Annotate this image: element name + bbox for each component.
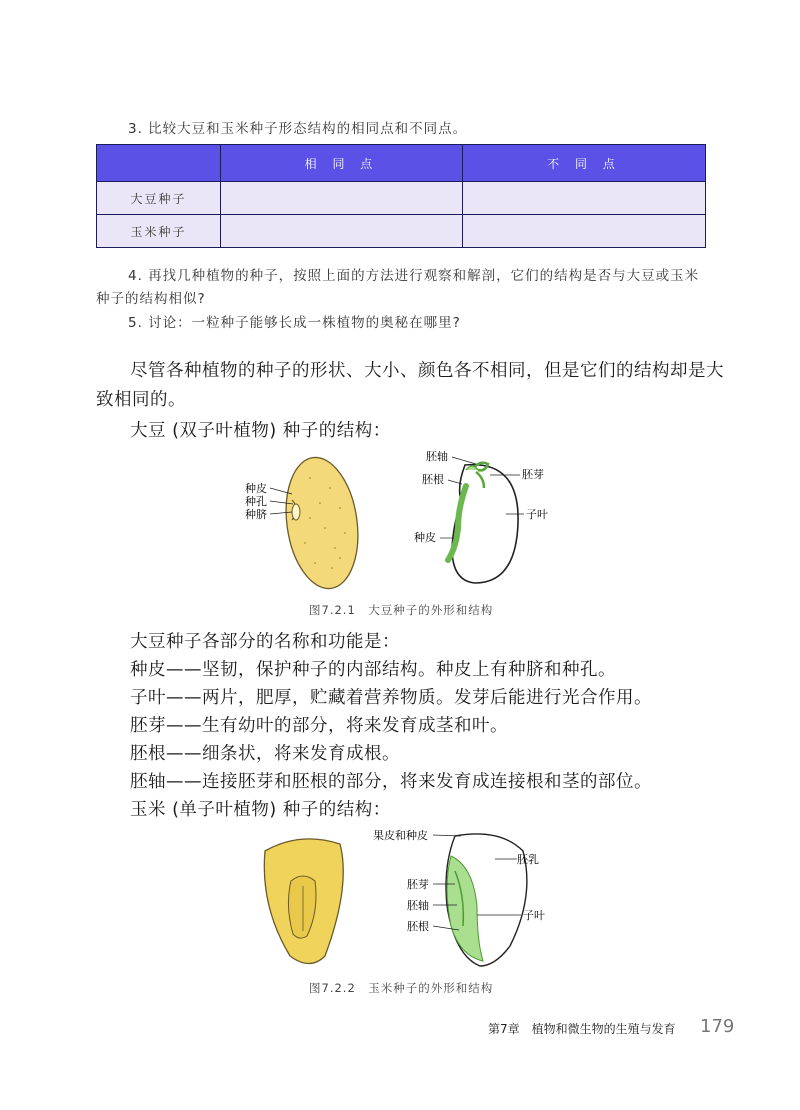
table-header-cell: [97, 145, 221, 182]
question-4-line2: 种子的结构相似?: [96, 291, 206, 307]
paragraph-line1: 尽管各种植物的种子的形状、大小、颜色各不相同，但是它们的结构却是大: [130, 361, 724, 381]
question-4-line1: 4. 再找几种植物的种子，按照上面的方法进行观察和解剖，它们的结构是否与大豆或玉米: [128, 268, 700, 284]
label-hilum: 种脐: [245, 508, 267, 521]
label-plumule-corn: 胚芽: [407, 878, 429, 891]
label-seed-coat-right: 种皮: [414, 531, 436, 544]
label-cotyledon: 子叶: [526, 508, 548, 521]
label-micropyle: 种孔: [245, 495, 267, 508]
figure1-caption: 图7.2.1 大豆种子的外形和结构: [309, 603, 494, 617]
part-cotyledon: 子叶——两片，肥厚，贮藏着营养物质。发芽后能进行光合作用。: [130, 688, 652, 708]
parts-intro: 大豆种子各部分的名称和功能是：: [130, 632, 400, 652]
table-row: [97, 215, 706, 248]
part-hypocotyl: 胚轴——连接胚芽和胚根的部分，将来发育成连接根和茎的部位。: [130, 772, 652, 792]
question-5: 5. 讨论：一粒种子能够长成一株植物的奥秘在哪里?: [128, 315, 461, 331]
part-seed-coat: 种皮——坚韧，保护种子的内部结构。种皮上有种脐和种孔。: [130, 660, 616, 680]
figure2-caption: 图7.2.2 玉米种子的外形和结构: [309, 981, 494, 995]
label-seed-coat-left: 种皮: [245, 482, 267, 495]
label-pericarp: 果皮和种皮: [373, 829, 428, 842]
figure-corn: [255, 826, 555, 974]
page-number: 179: [700, 1016, 735, 1037]
label-hypocotyl-corn: 胚轴: [407, 899, 429, 912]
comparison-table: [96, 144, 706, 248]
label-hypocotyl: 胚轴: [426, 450, 448, 463]
table-header-row: [97, 145, 706, 182]
soybean-external-illustration: [278, 453, 366, 593]
table-cell: [463, 215, 706, 248]
label-plumule: 胚芽: [522, 468, 544, 481]
footer-chapter: 第7章 植物和微生物的生殖与发育: [488, 1022, 676, 1036]
corn-heading: 玉米 (单子叶植物) 种子的结构：: [130, 800, 391, 820]
table-header-cell: 不 同 点: [463, 145, 706, 182]
figure-soybean: [240, 448, 570, 596]
table-header-cell: 相 同 点: [221, 145, 463, 182]
table-cell: [221, 215, 463, 248]
question-3: 3. 比较大豆和玉米种子形态结构的相同点和不同点。: [128, 121, 468, 137]
part-plumule: 胚芽——生有幼叶的部分，将来发育成茎和叶。: [130, 716, 508, 736]
row-label-corn: 玉米种子: [97, 215, 221, 248]
paragraph-line2: 致相同的。: [96, 390, 186, 410]
hilum-oval: [292, 504, 300, 520]
label-endosperm: 胚乳: [517, 853, 539, 866]
table-cell: [463, 182, 706, 215]
soybean-heading: 大豆 (双子叶植物) 种子的结构：: [130, 421, 391, 441]
table-cell: [221, 182, 463, 215]
row-label-soybean: 大豆种子: [97, 182, 221, 215]
soybean-cotyledon: [452, 465, 518, 583]
table-row: [97, 182, 706, 215]
label-radicle-corn: 胚根: [407, 920, 429, 933]
part-radicle: 胚根——细条状，将来发育成根。: [130, 744, 400, 764]
label-radicle: 胚根: [422, 473, 444, 486]
label-cotyledon-corn: 子叶: [523, 909, 545, 922]
